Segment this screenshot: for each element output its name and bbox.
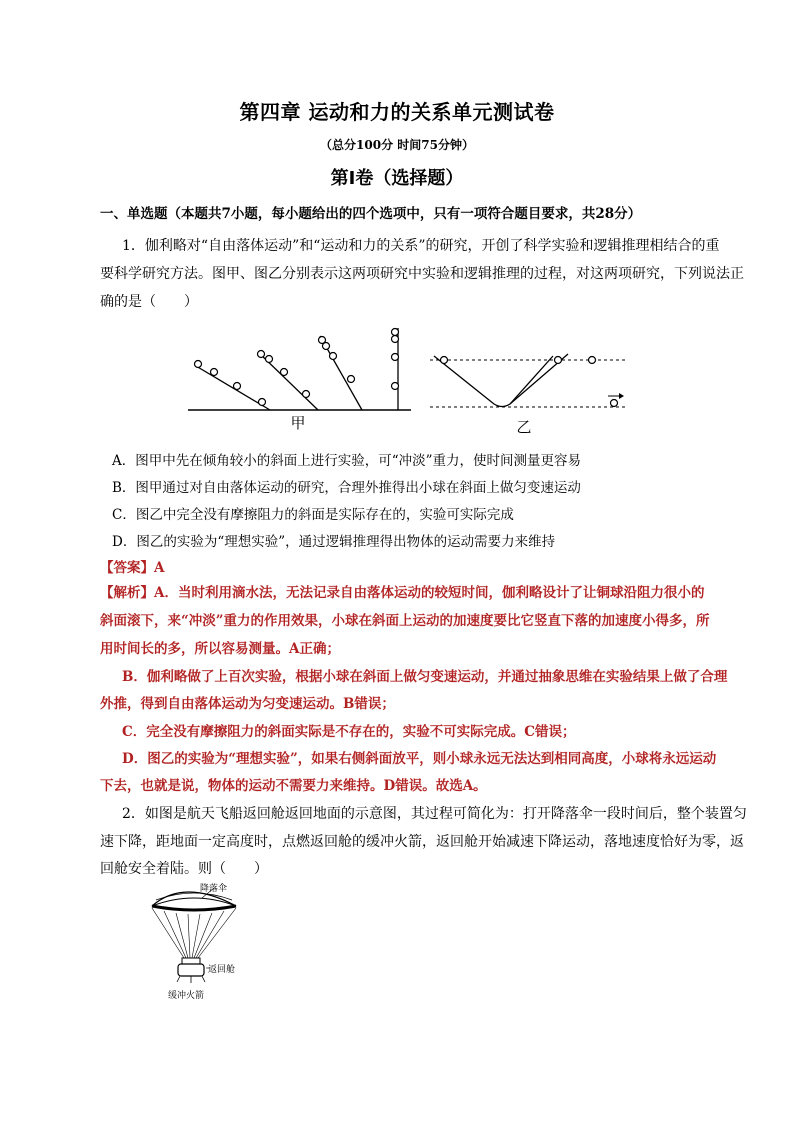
label-rocket: 缓冲火箭: [168, 991, 205, 1001]
q1-line-3: 确的是（ ）: [100, 294, 198, 310]
q1-analysis-8: 下去，也就是说，物体的运动不需要力来维持。D错误。故选A。: [100, 778, 487, 794]
q1-option-d: D．图乙的实验为“理想实验”，通过逻辑推理得出物体的运动需要力来维持: [112, 534, 556, 550]
q1-analysis-5: 外推，得到自由落体运动为匀变速运动。B错误；: [100, 696, 395, 712]
section-heading: 一、单选题（本题共7小题，每小题给出的四个选项中，只有一项符合题目要求，共28分）: [100, 206, 642, 222]
q1-option-c: C．图乙中完全没有摩擦阻力的斜面是实际存在的，实验可实际完成: [112, 507, 514, 523]
q1-option-a: A．图甲中先在倾角较小的斜面上进行实验，可“冲淡”重力，使时间测量更容易: [112, 453, 582, 469]
figure-yi: [428, 346, 634, 436]
figure-jia-label: 甲: [290, 414, 306, 432]
q1-analysis-2: 斜面滚下，来“冲淡”重力的作用效果，小球在斜面上运动的加速度要比它竖直下落的加速度小得多，所: [100, 613, 710, 629]
q2-line-3: 回舱安全着陆。则（ ）: [100, 861, 268, 877]
q1-analysis-6: C．完全没有摩擦阻力的斜面实际是不存在的，实验不可实际完成。C错误；: [122, 724, 576, 740]
q1-analysis-7: D．图乙的实验为“理想实验”，如果右侧斜面放平，则小球永远无法达到相同高度，小球将永远运动: [122, 751, 717, 767]
figure-jia: [186, 324, 416, 436]
volume-heading: 第Ⅰ卷（选择题）: [330, 168, 464, 189]
q1-analysis-1: 【解析】A．当时利用滴水法，无法记录自由落体运动的较短时间，伽利略设计了让铜球沿阻力很小的: [100, 585, 705, 601]
q1-analysis-4: B．伽利略做了上百次实验，根据小球在斜面上做匀变速运动，并通过抽象思维在实验结果上做了合理: [122, 669, 728, 685]
label-capsule: 返回舱: [208, 965, 236, 975]
figure-yi-label: 乙: [516, 418, 532, 436]
label-parachute: 降落伞: [200, 884, 228, 894]
q1-line-1: 1．伽利略对“自由落体运动”和“运动和力的关系”的研究，开创了科学实验和逻辑推理相结合的重: [122, 238, 720, 254]
q2-line-1: 2．如图是航天飞船返回舱返回地面的示意图，其过程可简化为：打开降落伞一段时间后，整个装置匀: [122, 806, 747, 822]
q1-line-2: 要科学研究方法。图甲、图乙分别表示这两项研究中实验和逻辑推理的过程，对这两项研究，下列说法正: [100, 266, 744, 282]
q1-option-b: B．图甲通过对自由落体运动的研究，合理外推得出小球在斜面上做匀变速运动: [112, 480, 581, 496]
q1-answer: 【答案】A: [100, 560, 165, 576]
page-title: 第四章 运动和力的关系单元测试卷: [239, 100, 555, 124]
figure-parachute: [144, 878, 264, 1006]
q2-line-2: 速下降，距地面一定高度时，点燃返回舱的缓冲火箭，返回舱开始减速下降运动，落地速度恰好为零，返: [100, 834, 744, 850]
q1-analysis-3: 用时间长的多，所以容易测量。A正确；: [100, 641, 340, 657]
page-subtitle: （总分100分 时间75分钟）: [320, 138, 474, 152]
